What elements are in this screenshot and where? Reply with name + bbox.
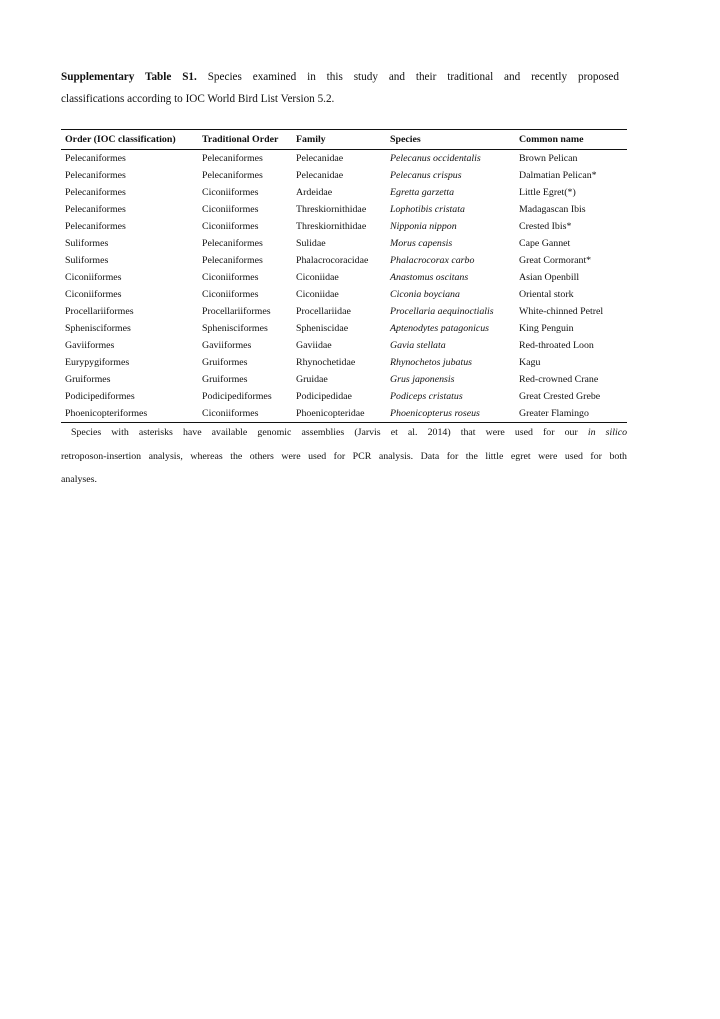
caption-text-1: Species examined in this study and their traditional and recently proposed bbox=[207, 71, 619, 83]
species-table bbox=[61, 129, 627, 423]
table-row bbox=[61, 218, 627, 235]
cell-common-name: Great Cormorant* bbox=[519, 255, 592, 266]
cell-family: Pelecanidae bbox=[296, 170, 344, 181]
cell-ioc-order: Pelecaniformes bbox=[65, 153, 126, 164]
cell-family: Procellariidae bbox=[296, 306, 351, 317]
cell-common-name: Greater Flamingo bbox=[519, 408, 589, 419]
cell-family: Gaviidae bbox=[296, 340, 332, 351]
cell-common-name: Asian Openbill bbox=[519, 272, 580, 283]
cell-family: Sulidae bbox=[296, 238, 326, 249]
cell-common-name: Brown Pelican bbox=[519, 153, 578, 164]
cell-ioc-order: Ciconiiformes bbox=[65, 272, 122, 283]
cell-common-name: Red-crowned Crane bbox=[519, 374, 599, 385]
cell-species: Podiceps cristatus bbox=[390, 391, 463, 402]
cell-traditional-order: Pelecaniformes bbox=[202, 238, 263, 249]
table-body bbox=[61, 150, 627, 423]
cell-traditional-order: Ciconiiformes bbox=[202, 272, 259, 283]
cell-family: Spheniscidae bbox=[296, 323, 349, 334]
cell-family: Ardeidae bbox=[296, 187, 333, 198]
footnote-emphasis: in silico bbox=[587, 427, 628, 438]
cell-common-name: Little Egret(*) bbox=[519, 187, 576, 198]
cell-traditional-order: Sphenisciformes bbox=[202, 323, 268, 334]
cell-ioc-order: Phoenicopteriformes bbox=[65, 408, 148, 419]
cell-traditional-order: Ciconiiformes bbox=[202, 204, 259, 215]
footnote-line-1 bbox=[61, 421, 627, 445]
table-row bbox=[61, 235, 627, 252]
table-row bbox=[61, 167, 627, 184]
cell-species: Pelecanus occidentalis bbox=[390, 153, 481, 164]
table-row bbox=[61, 405, 627, 423]
table-footnote bbox=[61, 421, 627, 492]
header-species: Species bbox=[390, 134, 421, 145]
cell-traditional-order: Pelecaniformes bbox=[202, 170, 263, 181]
cell-family: Gruidae bbox=[296, 374, 328, 385]
cell-ioc-order: Pelecaniformes bbox=[65, 204, 126, 215]
cell-species: Egretta garzetta bbox=[390, 187, 455, 198]
cell-ioc-order: Pelecaniformes bbox=[65, 170, 126, 181]
cell-family: Podicipedidae bbox=[296, 391, 352, 402]
header-traditional-order: Traditional Order bbox=[202, 134, 279, 145]
cell-species: Gavia stellata bbox=[390, 340, 446, 351]
cell-common-name: Red-throated Loon bbox=[519, 340, 594, 351]
cell-common-name: Kagu bbox=[519, 357, 541, 368]
cell-common-name: White-chinned Petrel bbox=[519, 306, 604, 317]
cell-traditional-order: Gaviiformes bbox=[202, 340, 252, 351]
cell-family: Ciconiidae bbox=[296, 272, 339, 283]
species-table-container bbox=[61, 129, 627, 423]
table-row bbox=[61, 286, 627, 303]
footnote-text-1: Species with asterisks have available genomic assemblies (Jarvis et al. 2014) that were used for our bbox=[71, 427, 578, 438]
table-caption bbox=[61, 66, 619, 110]
header-family: Family bbox=[296, 134, 326, 145]
caption-line-1 bbox=[61, 66, 619, 88]
cell-ioc-order: Procellariiformes bbox=[65, 306, 134, 317]
cell-species: Anastomus oscitans bbox=[390, 272, 469, 283]
cell-common-name: Great Crested Grebe bbox=[519, 391, 601, 402]
header-ioc-order: Order (IOC classification) bbox=[65, 134, 176, 145]
cell-species: Nipponia nippon bbox=[390, 221, 457, 232]
cell-ioc-order: Pelecaniformes bbox=[65, 221, 126, 232]
cell-common-name: Cape Gannet bbox=[519, 238, 571, 249]
table-row bbox=[61, 201, 627, 218]
cell-traditional-order: Podicipediformes bbox=[202, 391, 272, 402]
table-row bbox=[61, 184, 627, 201]
cell-ioc-order: Pelecaniformes bbox=[65, 187, 126, 198]
cell-common-name: Oriental stork bbox=[519, 289, 574, 300]
cell-ioc-order: Gaviiformes bbox=[65, 340, 115, 351]
cell-common-name: Dalmatian Pelican* bbox=[519, 170, 597, 181]
caption-label: Supplementary Table S1. bbox=[61, 71, 197, 83]
header-common-name: Common name bbox=[519, 134, 584, 145]
cell-traditional-order: Gruiformes bbox=[202, 357, 248, 368]
cell-species: Aptenodytes patagonicus bbox=[390, 323, 490, 334]
cell-family: Phoenicopteridae bbox=[296, 408, 365, 419]
cell-species: Phoenicopterus roseus bbox=[390, 408, 480, 419]
cell-common-name: Madagascan Ibis bbox=[519, 204, 586, 215]
cell-family: Threskiornithidae bbox=[296, 204, 367, 215]
caption-line-2: classifications according to IOC World Bird List Version 5.2. bbox=[61, 93, 335, 105]
table-row bbox=[61, 269, 627, 286]
cell-traditional-order: Ciconiiformes bbox=[202, 408, 259, 419]
cell-species: Ciconia boyciana bbox=[390, 289, 460, 300]
cell-species: Lophotibis cristata bbox=[390, 204, 465, 215]
table-row bbox=[61, 388, 627, 405]
cell-family: Phalacrocoracidae bbox=[296, 255, 369, 266]
cell-family: Threskiornithidae bbox=[296, 221, 367, 232]
cell-ioc-order: Suliformes bbox=[65, 238, 109, 249]
table-row bbox=[61, 303, 627, 320]
cell-common-name: Crested Ibis* bbox=[519, 221, 572, 232]
table-row bbox=[61, 150, 627, 168]
cell-species: Phalacrocorax carbo bbox=[390, 255, 475, 266]
cell-traditional-order: Ciconiiformes bbox=[202, 221, 259, 232]
cell-ioc-order: Eurypygiformes bbox=[65, 357, 130, 368]
table-header-row bbox=[61, 130, 627, 150]
footnote-line-3: analyses. bbox=[61, 474, 97, 485]
cell-traditional-order: Pelecaniformes bbox=[202, 255, 263, 266]
cell-ioc-order: Gruiformes bbox=[65, 374, 111, 385]
cell-traditional-order: Gruiformes bbox=[202, 374, 248, 385]
cell-family: Pelecanidae bbox=[296, 153, 344, 164]
table-row bbox=[61, 354, 627, 371]
cell-species: Morus capensis bbox=[390, 238, 453, 249]
cell-traditional-order: Procellariiformes bbox=[202, 306, 271, 317]
footnote-line-2: retroposon-insertion analysis, whereas the others were used for PCR analysis. Data for the little egret were used for both bbox=[61, 450, 627, 462]
cell-traditional-order: Ciconiiformes bbox=[202, 289, 259, 300]
cell-family: Rhynochetidae bbox=[296, 357, 356, 368]
cell-species: Grus japonensis bbox=[390, 374, 455, 385]
cell-traditional-order: Pelecaniformes bbox=[202, 153, 263, 164]
table-row bbox=[61, 337, 627, 354]
cell-ioc-order: Podicipediformes bbox=[65, 391, 135, 402]
cell-common-name: King Penguin bbox=[519, 323, 574, 334]
cell-species: Rhynochetos jubatus bbox=[390, 357, 473, 368]
cell-ioc-order: Sphenisciformes bbox=[65, 323, 131, 334]
table-row bbox=[61, 252, 627, 269]
cell-family: Ciconiidae bbox=[296, 289, 339, 300]
cell-species: Pelecanus crispus bbox=[390, 170, 462, 181]
cell-ioc-order: Suliformes bbox=[65, 255, 109, 266]
table-row bbox=[61, 320, 627, 337]
cell-species: Procellaria aequinoctialis bbox=[390, 306, 494, 317]
cell-ioc-order: Ciconiiformes bbox=[65, 289, 122, 300]
table-row bbox=[61, 371, 627, 388]
cell-traditional-order: Ciconiiformes bbox=[202, 187, 259, 198]
